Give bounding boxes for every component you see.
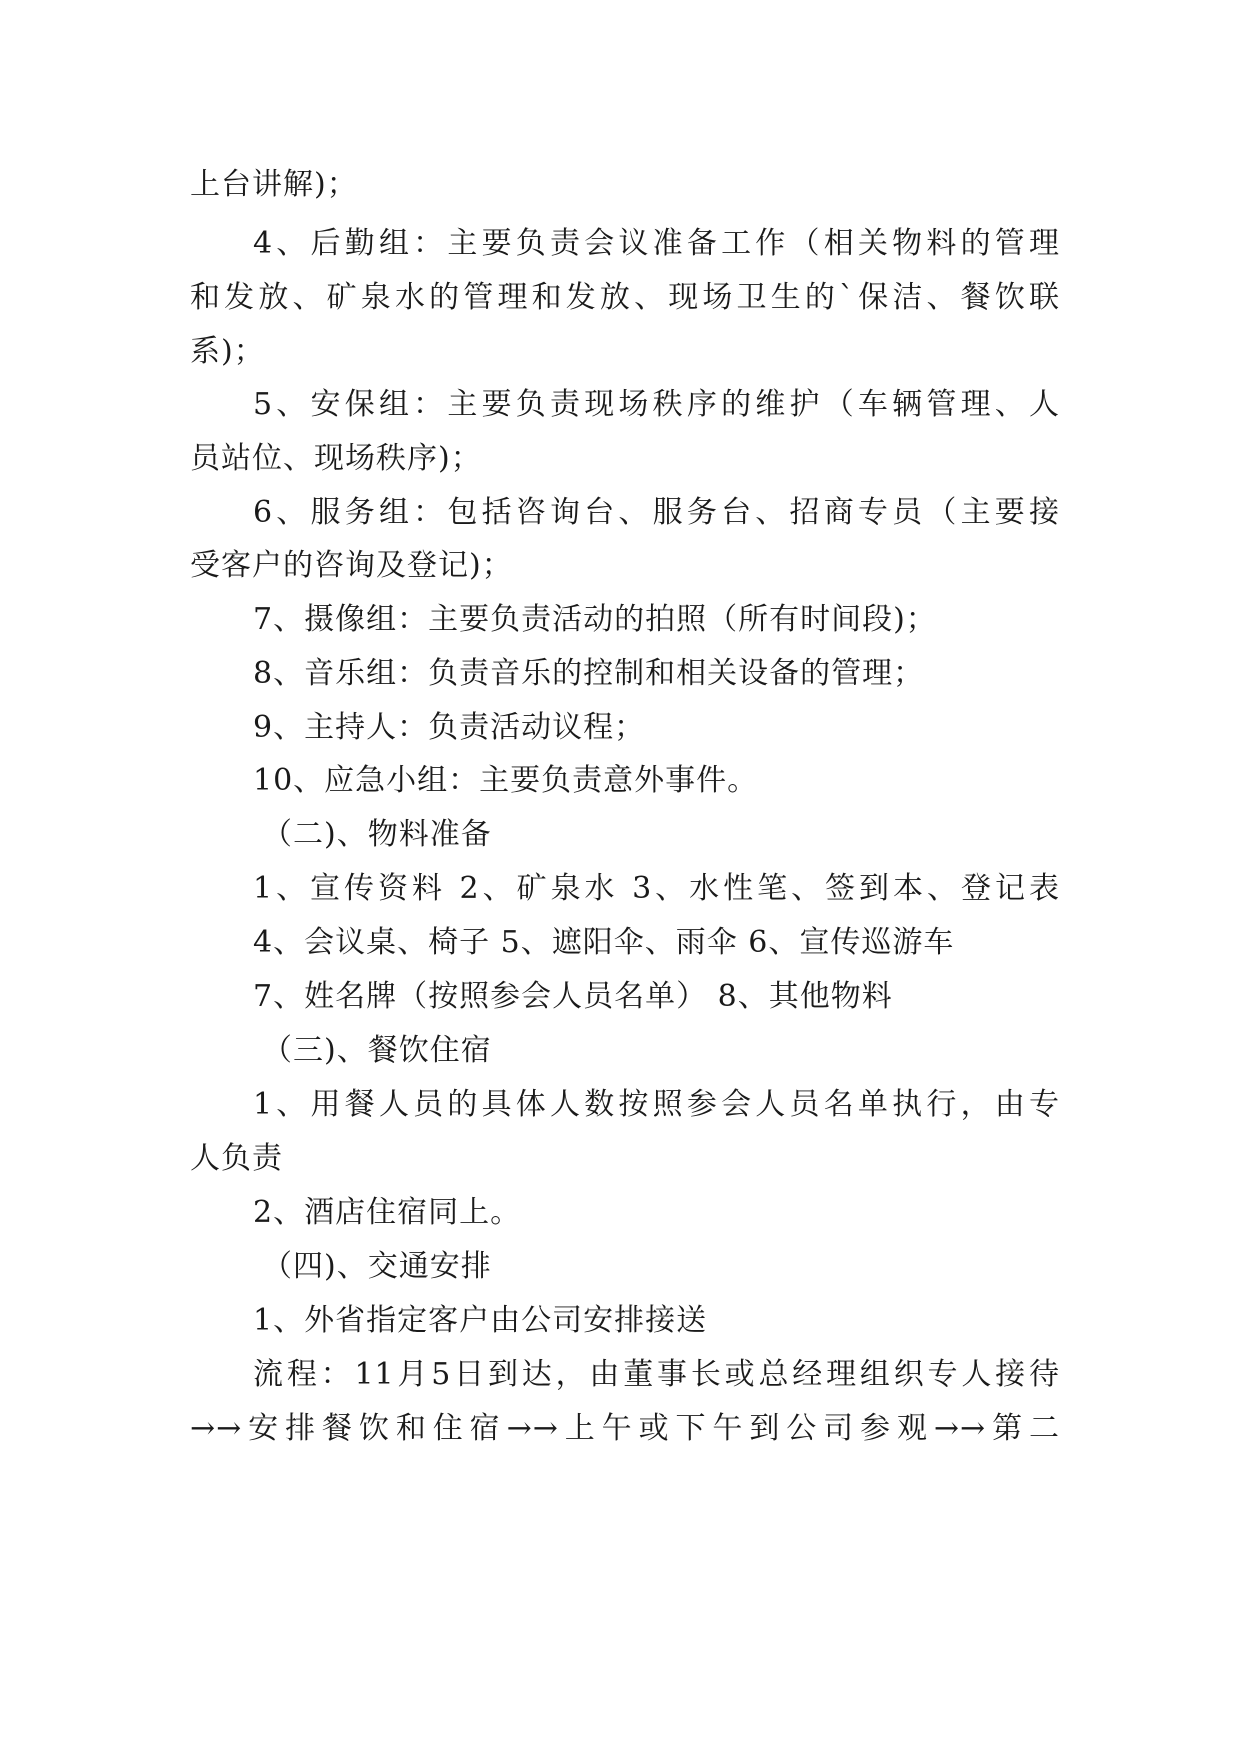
text-line: 7、姓名牌（按照参会人员名单） 8、其他物料 bbox=[253, 979, 893, 1014]
text-line: 1、宣传资料 2、矿泉水 3、水性笔、签到本、登记表 bbox=[253, 871, 1060, 906]
text-line: 8、音乐组：负责音乐的控制和相关设备的管理； bbox=[253, 656, 925, 691]
text-line: 员站位、现场秩序)； bbox=[190, 441, 482, 476]
text-line: 1、外省指定客户由公司安排接送 bbox=[253, 1303, 708, 1338]
text-line: 流程：11月5日到达，由董事长或总经理组织专人接待 bbox=[253, 1357, 1060, 1392]
text-line: 1、用餐人员的具体人数按照参会人员名单执行，由专 bbox=[253, 1087, 1060, 1122]
text-line: 4、会议桌、椅子 5、遮阳伞、雨伞 6、宣传巡游车 bbox=[253, 925, 955, 960]
text-line: →→安排餐饮和住宿→→上午或下午到公司参观→→第二 bbox=[190, 1411, 1060, 1446]
section-heading: （三)、餐饮住宿 bbox=[262, 1033, 492, 1068]
text-line: 系)； bbox=[190, 334, 265, 369]
text-line: 受客户的咨询及登记)； bbox=[190, 548, 513, 583]
text-line: 5、安保组：主要负责现场秩序的维护（车辆管理、人 bbox=[253, 387, 1060, 422]
text-line: 6、服务组：包括咨询台、服务台、招商专员（主要接 bbox=[253, 495, 1060, 530]
text-line: 人负责 bbox=[190, 1141, 283, 1176]
text-line: 10、应急小组：主要负责意外事件。 bbox=[253, 763, 759, 798]
text-line: 和发放、矿泉水的管理和发放、现场卫生的`保洁、餐饮联 bbox=[190, 280, 1060, 315]
section-heading: （四)、交通安排 bbox=[262, 1249, 492, 1284]
text-line: 4、后勤组：主要负责会议准备工作（相关物料的管理 bbox=[253, 226, 1060, 261]
section-heading: （二)、物料准备 bbox=[262, 817, 492, 852]
text-line: 9、主持人：负责活动议程； bbox=[253, 710, 646, 745]
text-line: 上台讲解)； bbox=[190, 167, 358, 202]
text-line: 2、酒店住宿同上。 bbox=[253, 1195, 522, 1230]
text-line: 7、摄像组：主要负责活动的拍照（所有时间段)； bbox=[253, 602, 937, 637]
